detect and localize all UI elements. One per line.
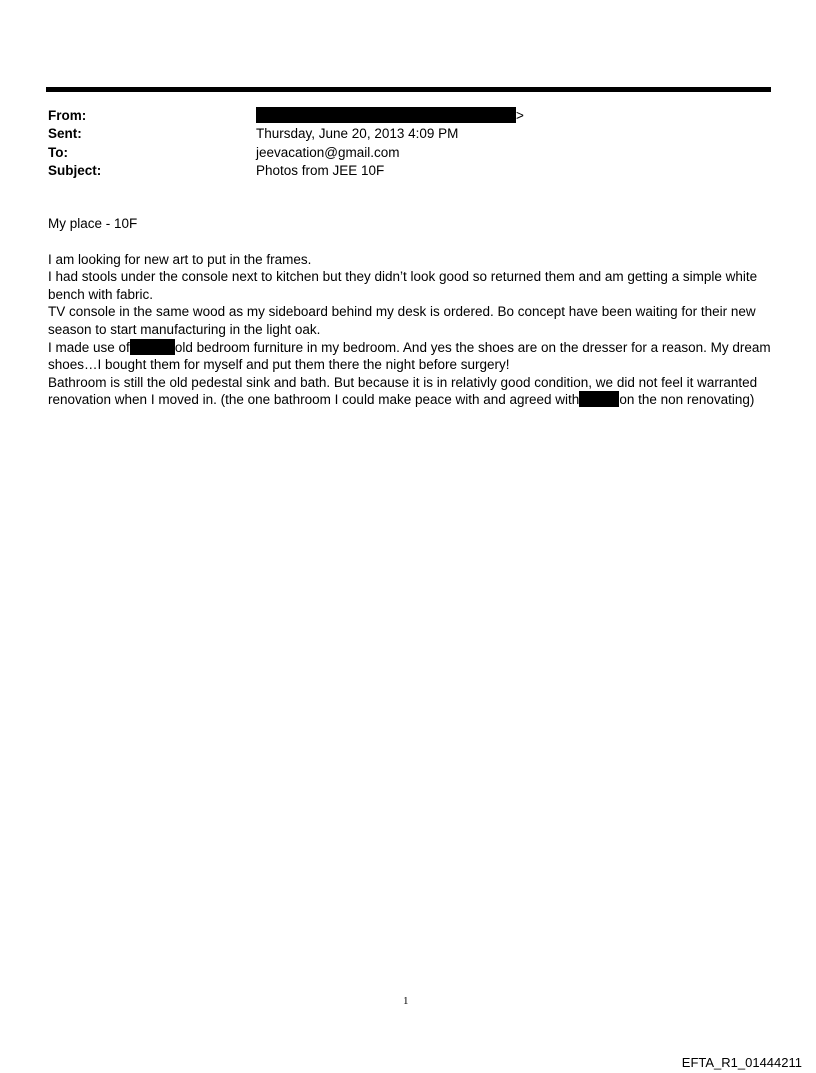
paragraph-gap bbox=[48, 233, 773, 251]
sent-row bbox=[48, 125, 524, 143]
greeting: My place - 10F bbox=[48, 216, 138, 231]
redaction-box bbox=[579, 391, 619, 407]
body-line-4-start: I made use of bbox=[48, 339, 130, 355]
redaction-box bbox=[130, 339, 175, 355]
page-number: 1 bbox=[403, 995, 409, 1007]
subject-value: Photos from JEE 10F bbox=[256, 162, 385, 178]
email-body bbox=[48, 215, 773, 409]
to-row bbox=[48, 144, 524, 162]
body-line-4-end: old bedroom furniture in my bedroom. And yes the shoes are on the dresser for a reason. My dream shoes…I bought them for myself and put them there the night before surgery! bbox=[48, 339, 771, 373]
document-id: EFTA_R1_01444211 bbox=[681, 1055, 802, 1070]
from-value bbox=[256, 107, 524, 125]
body-line-3: TV console in the same wood as my sideboard behind my desk is ordered. Bo concept have been waiting for their new season to start manufacturing in the light oak. bbox=[48, 304, 756, 337]
header-rule bbox=[46, 87, 771, 92]
body-line-2: I had stools under the console next to kitchen but they didn’t look good so returned them and am getting a simple white bench with fabric. bbox=[48, 269, 758, 302]
redaction-box bbox=[256, 107, 516, 123]
body-line-5 bbox=[48, 374, 773, 409]
from-label: From: bbox=[48, 108, 87, 123]
body-line-5-start: Bathroom is still the old pedestal sink and bath. But because it is in relativly good condition, we did not feel it warranted renovation when I moved in. (the one bathroom I could make peace with and agreed with bbox=[48, 374, 758, 408]
from-suffix: > bbox=[516, 108, 524, 123]
sent-label: Sent: bbox=[48, 126, 82, 142]
body-line-1: I am looking for new art to put in the frames. bbox=[48, 251, 312, 267]
email-header bbox=[48, 107, 524, 180]
sent-value: Thursday, June 20, 2013 4:09 PM bbox=[256, 126, 459, 142]
to-label: To: bbox=[48, 144, 68, 160]
to-value: jeevacation@gmail.com bbox=[256, 144, 400, 160]
body-line-5-end: on the non renovating) bbox=[619, 392, 755, 408]
subject-label: Subject: bbox=[48, 162, 102, 178]
body-line-4 bbox=[48, 339, 773, 374]
subject-row bbox=[48, 162, 524, 180]
from-row bbox=[48, 107, 524, 125]
